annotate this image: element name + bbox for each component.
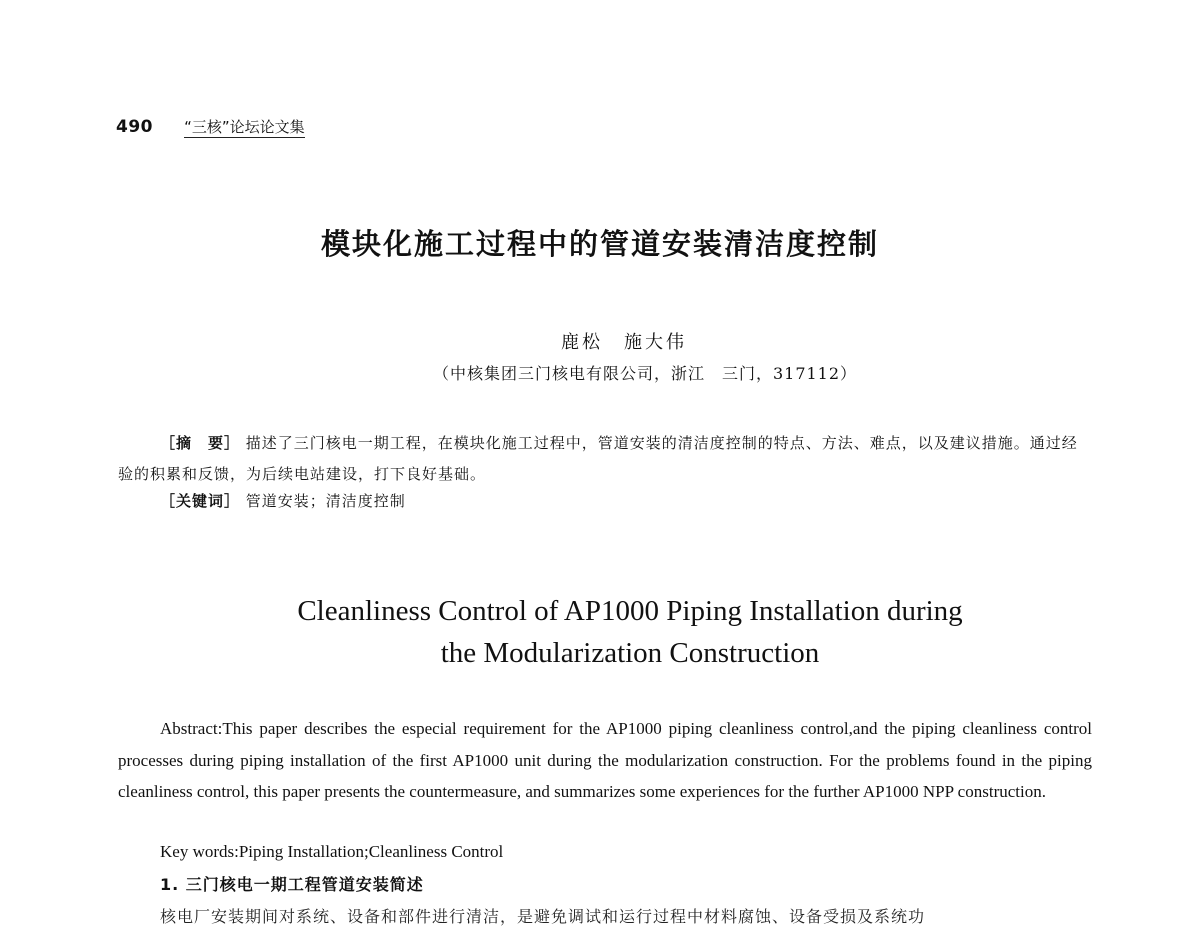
section-body-text: 核电厂安装期间对系统、设备和部件进行清洁，是避免调试和运行过程中材料腐蚀、设备受损及系统功	[160, 907, 926, 926]
english-title-line-1: Cleanliness Control of AP1000 Piping Installation during	[297, 595, 963, 627]
keywords-text: 管道安装；清洁度控制	[245, 492, 406, 510]
chinese-abstract	[118, 428, 1088, 490]
authors: 鹿松 施大伟	[561, 332, 687, 353]
abstract-text: 描述了三门核电一期工程，在模块化施工过程中，管道安装的清洁度控制的特点、方法、难点，以及建议措施。通过经验的积累和反馈，为后续电站建设，打下良好基础。	[118, 434, 1078, 483]
english-abstract: Abstract:This paper describes the especial requirement for the AP1000 piping cleanliness control,and the piping cleanliness control processes during piping installation of the first AP1000 unit during the modularization construction. For the problems found in the piping cleanliness control, this paper presents the countermeasure, and summarizes some experiences for the further AP1000 NPP construction.	[118, 719, 1092, 801]
english-title-line-2: the Modularization Construction	[440, 637, 820, 669]
chinese-title: 模块化施工过程中的管道安装清洁度控制	[320, 227, 879, 261]
section-heading: 1. 三门核电一期工程管道安装简述	[160, 875, 424, 894]
page-number: 490	[116, 117, 153, 137]
english-keywords: Key words:Piping Installation;Cleanliness Control	[160, 842, 504, 861]
english-title	[0, 590, 1200, 674]
keywords-label: ［关键词］	[160, 492, 241, 510]
running-header	[116, 116, 305, 137]
chinese-keywords	[160, 490, 406, 511]
abstract-label: ［摘 要］	[160, 434, 241, 452]
series-title: “三核”论坛论文集	[184, 118, 305, 136]
affiliation: （中核集团三门核电有限公司，浙江 三门，317112）	[432, 364, 858, 383]
